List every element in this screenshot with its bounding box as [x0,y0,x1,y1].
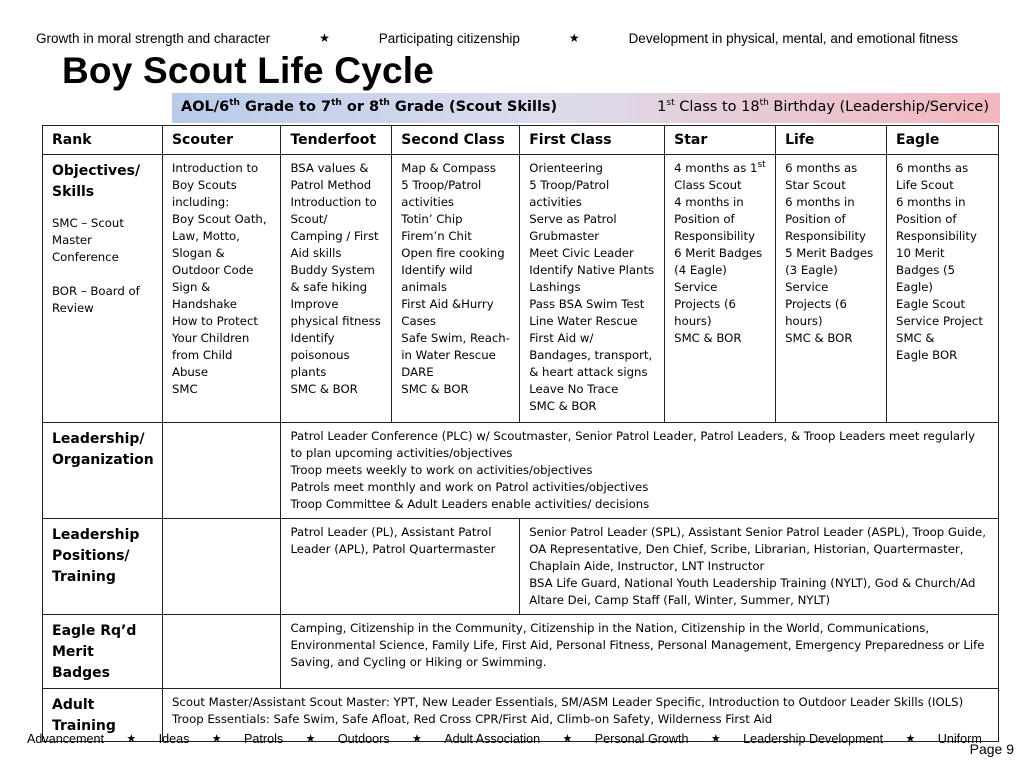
star-separator-icon: ★ [211,733,222,745]
tenderfoot-objectives: BSA values & Patrol Method Introduction to Scout/ Camping / First Aid skills Buddy System & safe hiking Improve physical fitness Identify poisonous plants SMC & BOR [281,155,392,423]
scouter-positions-empty [162,519,280,615]
first-class-objectives: Orienteering 5 Troop/Patrol activities Serve as Patrol Grubmaster Meet Civic Leader Identify Native Plants Lashings Pass BSA Swim Test Line Water Rescue First Aid w/ Bandages, transport, & heart attack signs Leave No Trace SMC & BOR [520,155,665,423]
header-tenderfoot: Tenderfoot [281,126,392,155]
leadership-organization-content: Patrol Leader Conference (PLC) w/ Scoutmaster, Senior Patrol Leader, Patrol Leaders, & Troop Leaders meet regularly to plan upcoming activities/objectives Troop meets weekly to work on activities/objectives Patrols meet monthly and work on Patrol activities/objectives Troop Committee & Adult Leaders enable activities/ decisions [281,423,999,519]
methods-top-banner [0,31,1024,46]
early-positions: Patrol Leader (PL), Assistant Patrol Leader (APL), Patrol Quartermaster [281,519,520,615]
star-separator-icon: ★ [319,31,330,45]
method-uniform: Uniform [937,732,982,746]
header-first-class: First Class [520,126,665,155]
adult-training-label: Adult Training [43,689,163,742]
star-separator-icon: ★ [568,31,580,45]
header-eagle: Eagle [887,126,999,155]
eagle-merit-badges-row [43,615,999,689]
leadership-positions-label: Leadership Positions/ Training [43,519,163,615]
scouter-leadership-empty [162,423,280,519]
scouter-badges-empty [162,615,280,689]
star-separator-icon: ★ [305,733,316,745]
aim-fitness: Development in physical, mental, and emotional fitness [628,31,958,46]
header-life: Life [776,126,887,155]
method-ideas: Ideas [158,732,190,746]
eagle-merit-badges-label: Eagle Rq’d Merit Badges [43,615,163,689]
method-adult-association: Adult Association [444,732,541,746]
header-rank: Rank [43,126,163,155]
methods-bottom-banner [0,732,1024,746]
page-title: Boy Scout Life Cycle [62,50,435,91]
objectives-row-label: Objectives/ Skills SMC – Scout Master Conference BOR – Board of Review [43,155,163,423]
method-leadership-development: Leadership Development [743,732,884,746]
aim-citizenship: Participating citizenship [378,31,520,46]
life-cycle-table [42,125,999,742]
second-class-objectives: Map & Compass 5 Troop/Patrol activities Totin’ Chip Firem’n Chit Open fire cooking Identify wild animals First Aid &Hurry Cases Safe Swim, Reach- in Water Rescue DARE SMC & BOR [392,155,520,423]
senior-positions: Senior Patrol Leader (SPL), Assistant Senior Patrol Leader (ASPL), Troop Guide, OA Representative, Den Chief, Scribe, Librarian, Historian, Quartermaster, Chaplain Aide, Instructor, LNT Instructor BSA Life Guard, National Youth Leadership Training (NYLT), God & Church/Ad Altare Dei, Camp Staff (Fall, Winter, Summer, NYLT) [520,519,999,615]
header-second-class: Second Class [392,126,520,155]
eagle-merit-badges-list: Camping, Citizenship in the Community, Citizenship in the Nation, Citizenship in the World, Communications, Environmental Science, Family Life, First Aid, Personal Fitness, Personal Management, Emergency Preparedness or Life Saving, and Cycling or Hiking or Swimming. [281,615,999,689]
star-separator-icon: ★ [905,733,916,745]
adult-training-content: Scout Master/Assistant Scout Master: YPT, New Leader Essentials, SM/ASM Leader Specific, Introduction to Outdoor Leader Skills (IOLS) Troop Essentials: Safe Swim, Safe Afloat, Red Cross CPR/First Aid, Climb-on Safety, Wilderness First Aid [162,689,998,742]
method-personal-growth: Personal Growth [594,732,689,746]
leadership-positions-row [43,519,999,615]
leadership-service-range: 1st Class to 18th Birthday (Leadership/Service) [657,98,989,115]
scouter-objectives: Introduction to Boy Scouts including: Boy Scout Oath, Law, Motto, Slogan & Outdoor Code Sign & Handshake How to Protect Your Children from Child Abuse SMC [162,155,280,423]
page-number: Page 9 [969,741,1014,757]
star-separator-icon: ★ [710,733,721,745]
star-objectives: 4 months as 1st Class Scout 4 months in Position of Responsibility 6 Merit Badges (4 Eagle) Service Projects (6 hours) SMC & BOR [665,155,776,423]
scout-skills-range: AOL/6th Grade to 7th or 8th Grade (Scout Skills) [181,98,558,115]
method-advancement: Advancement [27,732,105,746]
leadership-organization-label: Leadership/ Organization [43,423,163,519]
aim-moral-strength: Growth in moral strength and character [36,31,271,46]
age-range-banner [172,93,1000,123]
life-objectives: 6 months as Star Scout 6 months in Position of Responsibility 5 Merit Badges (3 Eagle) Service Projects (6 hours) SMC & BOR [776,155,887,423]
header-scouter: Scouter [162,126,280,155]
rank-header-row [43,126,999,155]
star-separator-icon: ★ [411,733,422,745]
star-separator-icon: ★ [562,733,573,745]
method-outdoors: Outdoors [337,732,390,746]
objectives-row [43,155,999,423]
method-patrols: Patrols [244,732,284,746]
star-separator-icon: ★ [126,733,137,745]
leadership-organization-row [43,423,999,519]
header-star: Star [665,126,776,155]
eagle-objectives: 6 months as Life Scout 6 months in Position of Responsibility 10 Merit Badges (5 Eagle) Eagle Scout Service Project SMC & Eagle BOR [887,155,999,423]
